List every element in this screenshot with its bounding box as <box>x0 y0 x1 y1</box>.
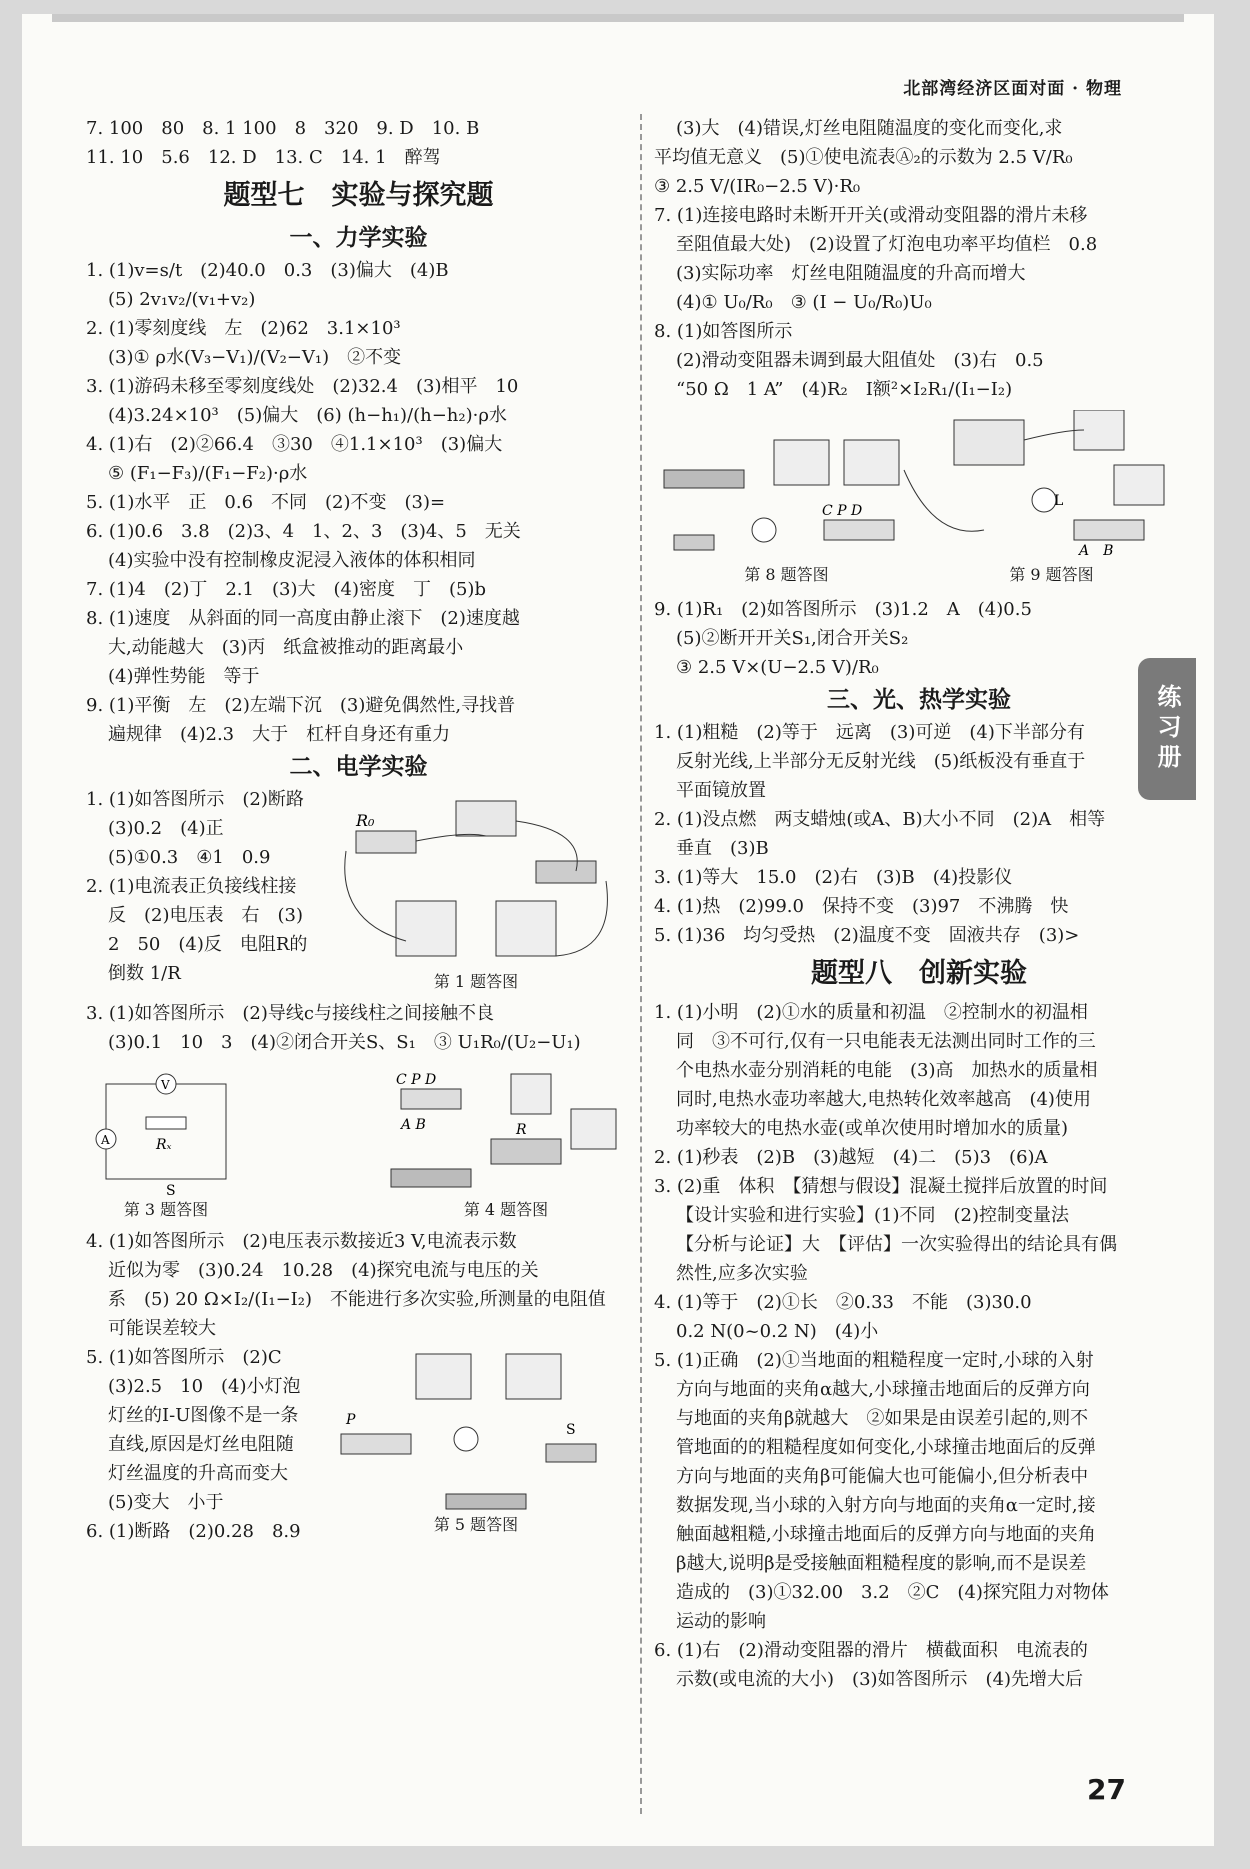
answer-line: 9. (1)平衡 左 (2)左端下沉 (3)避免偶然性,寻找普 <box>86 695 516 716</box>
answer-line: 可能误差较大 <box>108 1318 216 1339</box>
figure-caption: 第 8 题答图 <box>744 565 829 584</box>
answer-line: ③ 2.5 V/(IR₀−2.5 V)·R₀ <box>654 176 861 197</box>
answer-line: (2)滑动变阻器未调到最大阻值处 (3)右 0.5 <box>676 350 1044 371</box>
svg-text:Rₓ: Rₓ <box>156 1137 172 1153</box>
circuit-diagrams-8-9 <box>654 410 1174 560</box>
answer-line: 5. (1)36 均匀受热 (2)温度不变 固液共存 (3)> <box>654 925 1080 946</box>
answer-line: 近似为零 (3)0.24 10.28 (4)探究电流与电压的关 <box>108 1260 539 1281</box>
answer-line: 6. (1)断路 (2)0.28 8.9 <box>86 1521 301 1542</box>
answer-line: 6. (1)右 (2)滑动变阻器的滑片 横截面积 电流表的 <box>654 1640 1088 1661</box>
answer-line: 3. (1)游码未移至零刻度线处 (2)32.4 (3)相平 10 <box>86 376 519 397</box>
answer-line: (3)0.2 (4)正 <box>108 818 224 839</box>
answer-line: 6. (1)0.6 3.8 (2)3、4 1、2、3 (3)4、5 无关 <box>86 521 521 542</box>
svg-text:P: P <box>346 1412 356 1428</box>
answer-line: (4)实验中没有控制橡皮泥浸入液体的体积相同 <box>108 550 476 571</box>
answer-line: 垂直 (3)B <box>676 838 769 859</box>
svg-text:A B: A B <box>401 1117 426 1133</box>
circuit-figure-3 <box>86 1069 246 1221</box>
answer-line: 3. (1)等大 15.0 (2)右 (3)B (4)投影仪 <box>654 867 1013 888</box>
answer-line: 系 (5) 20 Ω×I₂/(I₁−I₂) 不能进行多次实验,所测量的电阻值 <box>108 1289 606 1310</box>
running-header: 北部湾经济区面对面 · 物理 <box>903 79 1122 99</box>
figure-caption: 第 3 题答图 <box>123 1200 209 1219</box>
answer-line: 然性,应多次实验 <box>676 1263 808 1284</box>
circuit-figure-4 <box>381 1069 631 1221</box>
answer-line: 管地面的的粗糙程度如何变化,小球撞击地面后的反弹 <box>676 1437 1096 1458</box>
answer-line: 4. (1)等于 (2)①长 ②0.33 不能 (3)30.0 <box>654 1292 1032 1313</box>
circuit-schematic-3 <box>86 1069 246 1199</box>
answer-line: 2. (1)电流表正负接线柱接 <box>86 876 297 897</box>
answer-line: 大,动能越大 (3)丙 纸盒被推动的距离最小 <box>108 637 464 658</box>
answer-line: β越大,说明β是受接触面粗糙程度的影响,而不是误差 <box>676 1553 1087 1574</box>
svg-text:C P D: C P D <box>396 1072 437 1088</box>
svg-text:V: V <box>161 1078 170 1092</box>
answer-line: 7. 100 80 8. 1 100 8 320 9. D 10. B <box>86 118 480 139</box>
page <box>22 14 1214 1846</box>
answer-line: 反射光线,上半部分无反射光线 (5)纸板没有垂直于 <box>676 751 1086 772</box>
answer-line: (5)变大 小于 <box>108 1492 224 1513</box>
answer-line: 方向与地面的夹角α越大,小球撞击地面后的反弹方向 <box>676 1379 1090 1400</box>
answer-line: 1. (1)粗糙 (2)等于 远离 (3)可逆 (4)下半部分有 <box>654 722 1085 743</box>
answer-line: 2. (1)秒表 (2)B (3)越短 (4)二 (5)3 (6)A <box>654 1147 1048 1168</box>
answer-line: 4. (1)热 (2)99.0 保持不变 (3)97 不沸腾 快 <box>654 896 1069 917</box>
answer-line: (3)0.1 10 3 (4)②闭合开关S、S₁ ③ U₁R₀/(U₂−U₁) <box>108 1032 581 1053</box>
circuit-diagram-4 <box>381 1069 631 1199</box>
answer-line: 【设计实验和进行实验】(1)不同 (2)控制变量法 <box>676 1205 1069 1226</box>
subsection-title: 三、光、热学实验 <box>827 687 1011 713</box>
circuit-diagram-5 <box>326 1349 626 1514</box>
answer-line: (5)②断开开关S₁,闭合开关S₂ <box>676 628 909 649</box>
answer-line: 【分析与论证】大 【评估】一次实验得出的结论具有偶 <box>676 1234 1117 1255</box>
answer-line: (3)大 (4)错误,灯丝电阻随温度的变化而变化,求 <box>676 118 1063 139</box>
answer-line: 示数(或电流的大小) (3)如答图所示 (4)先增大后 <box>676 1669 1084 1690</box>
right-column <box>654 114 1184 1694</box>
page-number: 27 <box>1087 1773 1126 1806</box>
answer-line: (4)① U₀/R₀ ③ (I − U₀/R₀)U₀ <box>676 292 932 313</box>
answer-line: (4)弹性势能 等于 <box>108 666 260 687</box>
answer-line: 平面镜放置 <box>676 780 766 801</box>
answer-line: 2. (1)没点燃 两支蜡烛(或A、B)大小不同 (2)A 相等 <box>654 809 1106 830</box>
practice-book-tab: 练习册 <box>1138 658 1196 800</box>
answer-line: 3. (1)如答图所示 (2)导线c与接线柱之间接触不良 <box>86 1003 494 1024</box>
answer-line: (4)3.24×10³ (5)偏大 (6) (h−h₁)/(h−h₂)·ρ水 <box>108 405 507 426</box>
svg-text:A B: A B <box>1079 543 1114 559</box>
answer-line: 5. (1)正确 (2)①当地面的粗糙程度一定时,小球的入射 <box>654 1350 1094 1371</box>
answer-line: 1. (1)如答图所示 (2)断路 <box>86 789 304 810</box>
header-rule <box>52 14 1184 22</box>
column-divider <box>640 114 642 1814</box>
answer-line: 7. (1)连接电路时未断开开关(或滑动变阻器的滑片未移 <box>654 205 1088 226</box>
subsection-title: 一、力学实验 <box>289 225 428 251</box>
circuit-figures-8-9 <box>654 410 1184 589</box>
answer-line: 同 ③不可行,仅有一只电能表无法测出同时工作的三 <box>676 1031 1096 1052</box>
svg-text:R: R <box>516 1122 527 1138</box>
answer-line: 造成的 (3)①32.00 3.2 ②C (4)探究阻力对物体 <box>676 1582 1109 1603</box>
answer-line: (3)实际功率 灯丝电阻随温度的升高而增大 <box>676 263 1026 284</box>
svg-text:S: S <box>566 1422 576 1438</box>
answer-line: 11. 10 5.6 12. D 13. C 14. 1 醉驾 <box>86 147 441 168</box>
answer-line: 1. (1)小明 (2)①水的质量和初温 ②控制水的初温相 <box>654 1002 1088 1023</box>
answer-line: 1. (1)v=s/t (2)40.0 0.3 (3)偏大 (4)B <box>86 260 449 281</box>
answer-line: 平均值无意义 (5)①使电流表Ⓐ₂的示数为 2.5 V/R₀ <box>654 147 1073 168</box>
answer-line: 数据发现,当小球的入射方向与地面的夹角α一定时,接 <box>676 1495 1096 1516</box>
answer-line: (5) 2v₁v₂/(v₁+v₂) <box>108 289 256 310</box>
answer-line: 2. (1)零刻度线 左 (2)62 3.1×10³ <box>86 318 401 339</box>
answer-line: 8. (1)速度 从斜面的同一高度由静止滚下 (2)速度越 <box>86 608 520 629</box>
figure-caption: 第 4 题答图 <box>463 1200 549 1219</box>
answer-line: 遍规律 (4)2.3 大于 杠杆自身还有重力 <box>108 724 451 745</box>
answer-line: 触面越粗糙,小球撞击地面后的反弹方向与地面的夹角 <box>676 1524 1096 1545</box>
answer-line: 同时,电热水壶功率越大,电热转化效率越高 (4)使用 <box>676 1089 1091 1110</box>
circuit-figure-5 <box>326 1349 626 1540</box>
answer-line: 灯丝的I-U图像不是一条 <box>108 1405 299 1426</box>
figure-caption: 第 9 题答图 <box>1009 565 1094 584</box>
answer-line: “50 Ω 1 A” (4)R₂ I额²×I₂R₁/(I₁−I₂) <box>676 379 1013 400</box>
answer-line: 4. (1)如答图所示 (2)电压表示数接近3 V,电流表示数 <box>86 1231 517 1252</box>
circuit-diagram-1 <box>326 791 626 971</box>
section-title: 题型八 创新实验 <box>811 958 1027 989</box>
answer-line: 倒数 1/R <box>108 963 181 984</box>
answer-line: 至阻值最大处) (2)设置了灯泡电功率平均值栏 0.8 <box>676 234 1098 255</box>
answer-line: (3)① ρ水(V₃−V₁)/(V₂−V₁) ②不变 <box>108 347 402 368</box>
figure-caption: 第 5 题答图 <box>433 1515 519 1534</box>
svg-text:C P D: C P D <box>822 503 863 519</box>
svg-text:R₀: R₀ <box>356 811 375 830</box>
answer-line: 反 (2)电压表 右 (3) <box>108 905 303 926</box>
svg-text:L: L <box>1054 493 1064 509</box>
answer-line: 0.2 N(0~0.2 N) (4)小 <box>676 1321 879 1342</box>
subsection-title: 二、电学实验 <box>289 754 428 780</box>
left-column <box>86 114 631 1546</box>
answer-line: 3. (2)重 体积 【猜想与假设】混凝土搅拌后放置的时间 <box>654 1176 1108 1197</box>
answer-line: 功率较大的电热水壶(或单次使用时增加水的质量) <box>676 1118 1069 1139</box>
answer-line: ⑤ (F₁−F₃)/(F₁−F₂)·ρ水 <box>108 463 308 484</box>
answer-line: ③ 2.5 V×(U−2.5 V)/R₀ <box>676 657 879 678</box>
answer-line: 灯丝温度的升高而变大 <box>108 1463 288 1484</box>
answer-line: 7. (1)4 (2)丁 2.1 (3)大 (4)密度 丁 (5)b <box>86 579 486 600</box>
answer-line: 直线,原因是灯丝电阻随 <box>108 1434 294 1455</box>
answer-line: 9. (1)R₁ (2)如答图所示 (3)1.2 A (4)0.5 <box>654 599 1032 620</box>
svg-text:S: S <box>166 1183 176 1199</box>
figure-caption: 第 1 题答图 <box>433 972 519 991</box>
answer-line: 与地面的夹角β就越大 ②如果是由误差引起的,则不 <box>676 1408 1089 1429</box>
answer-line: 方向与地面的夹角β可能偏大也可能偏小,但分析表中 <box>676 1466 1089 1487</box>
circuit-figure-1 <box>326 791 626 993</box>
answer-line: 5. (1)如答图所示 (2)C <box>86 1347 282 1368</box>
answer-line: 8. (1)如答图所示 <box>654 321 793 342</box>
answer-line: (5)①0.3 ④1 0.9 <box>108 847 271 868</box>
answer-line: 个电热水壶分别消耗的电能 (3)高 加热水的质量相 <box>676 1060 1098 1081</box>
answer-line: 运动的影响 <box>676 1611 766 1632</box>
answer-line: (3)2.5 10 (4)小灯泡 <box>108 1376 301 1397</box>
section-title: 题型七 实验与探究题 <box>223 180 494 211</box>
answer-line: 4. (1)右 (2)②66.4 ③30 ④1.1×10³ (3)偏大 <box>86 434 503 455</box>
svg-text:A: A <box>101 1133 110 1147</box>
answer-line: 2 50 (4)反 电阻R的 <box>108 934 308 955</box>
answer-line: 5. (1)水平 正 0.6 不同 (2)不变 (3)= <box>86 492 446 513</box>
